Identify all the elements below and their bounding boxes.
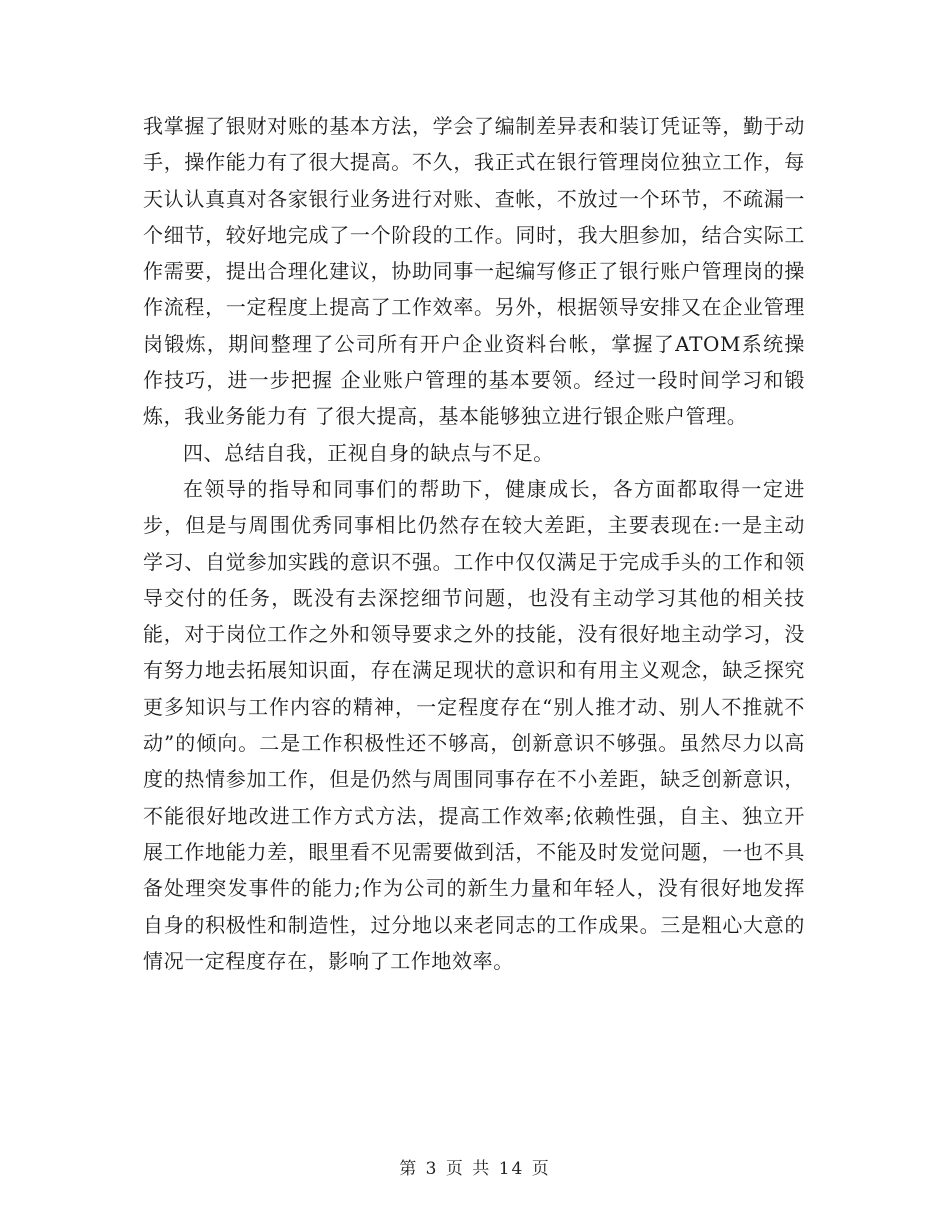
page-number-footer: 第 3 页 共 14 页 [399,1159,551,1179]
document-body [143,108,805,979]
paragraph-2: 在领导的指导和同事们的帮助下，健康成长，各方面都取得一定进步，但是与周围优秀同事相比仍然存在较大差距，主要表现在:一是主动学习、自觉参加实践的意识不强。工作中仅仅满足于完成手头的工作和领导交付的任务，既没有去深挖细节问题，也没有主动学习其他的相关技能，对于岗位工作之外和领导要求之外的技能，没有很好地主动学习，没有努力地去拓展知识面，存在满足现状的意识和有用主义观念，缺乏探究更多知识与工作内容的精神，一定程度存在“别人推才动、别人不推就不动”的倾向。二是工作积极性还不够高，创新意识不够强。虽然尽力以高度的热情参加工作，但是仍然与周围同事存在不小差距，缺乏创新意识，不能很好地改进工作方式方法，提高工作效率;依赖性强，自主、独立开展工作地能力差，眼里看不见需要做到活，不能及时发觉问题，一也不具备处理突发事件的能力;作为公司的新生力量和年轻人，没有很好地发挥自身的积极性和制造性，过分地以来老同志的工作成果。三是粗心大意的情况一定程度存在，影响了工作地效率。 [143,476,805,973]
section-heading-4: 四、总结自我，正视自身的缺点与不足。 [183,440,554,465]
paragraph-1: 我掌握了银财对账的基本方法，学会了编制差异表和装订凭证等，勤于动手，操作能力有了很大提高。不久，我正式在银行管理岗位独立工作，每天认认真真对各家银行业务进行对账、查帐，不放过一个环节，不疏漏一个细节，较好地完成了一个阶段的工作。同时，我大胆参加，结合实际工作需要，提出合理化建议，协助同事一起编写修正了银行账户管理岗的操作流程，一定程度上提高了工作效率。另外，根据领导安排又在企业管理岗锻炼，期间整理了公司所有开户企业资料台帐，掌握了ATOM系统操作技巧，进一步把握 企业账户管理的基本要领。经过一段时间学习和锻炼，我业务能力有 了很大提高，基本能够独立进行银企账户管理。 [143,114,805,429]
